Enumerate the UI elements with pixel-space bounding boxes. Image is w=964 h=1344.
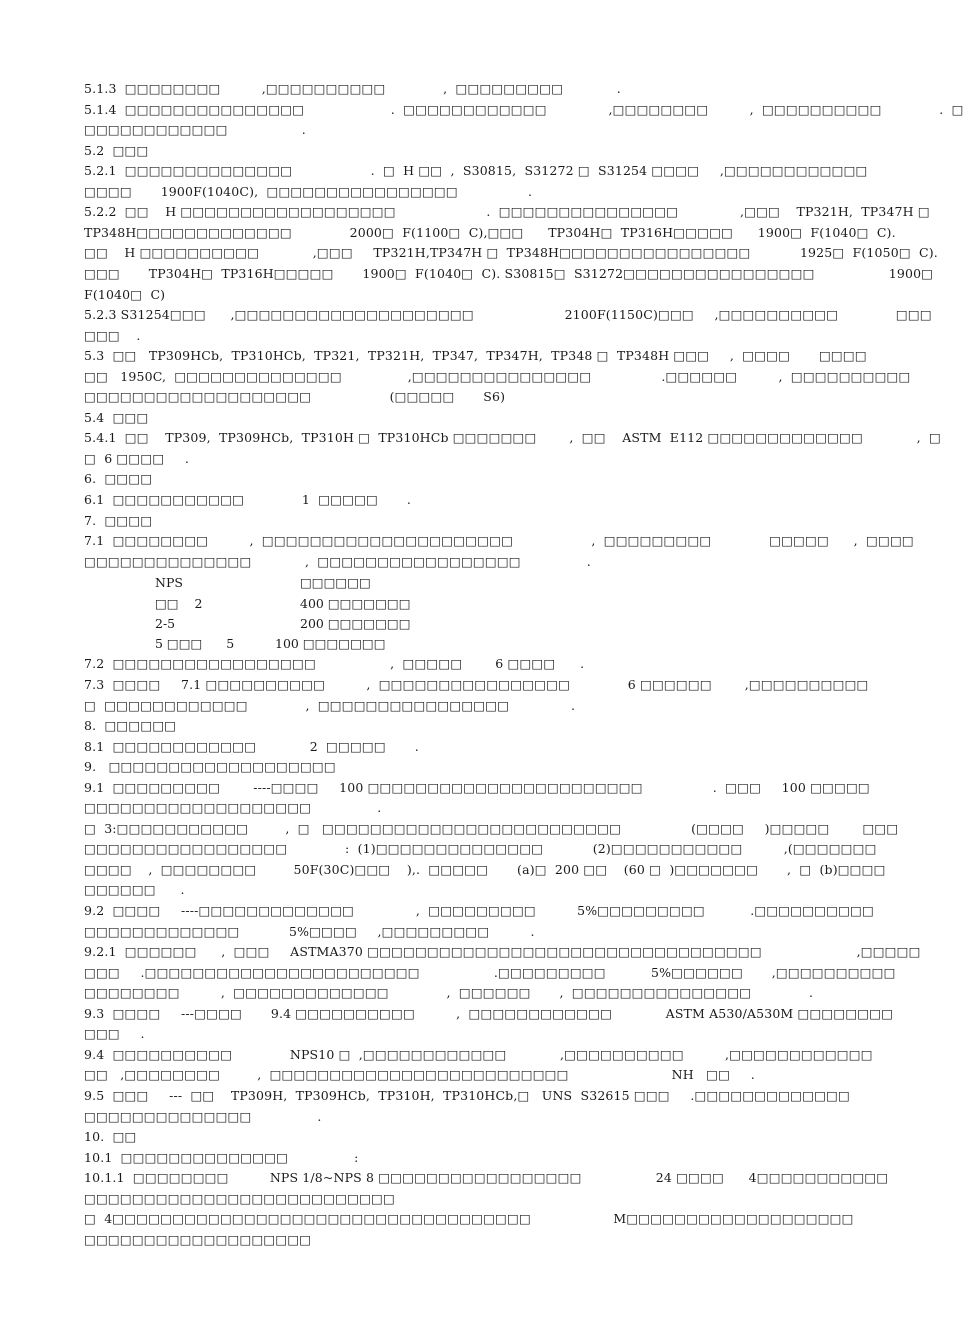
table-row-1-quantity: 400 □□□□□□□ — [300, 596, 411, 611]
text-line: 5.3 □□ TP309HCb, TP310HCb, TP321, TP321H, TP347, TP347H, TP348 □ TP348H □□□ , □□□□ □□□□ — [84, 348, 867, 363]
text-line: 8.1 □□□□□□□□□□□□ 2 □□□□□ . — [84, 739, 419, 754]
text-line: □□□□□□□□□□□□□□□□□□□ (□□□□□ S6) — [84, 389, 506, 404]
text-line: TP348H□□□□□□□□□□□□□ 2000□ F(1100□ C),□□□ TP304H□ TP316H□□□□□ 1900□ F(1040□ C). — [84, 225, 896, 240]
text-line: □ 6 □□□□ . — [84, 451, 190, 466]
text-line: 7.2 □□□□□□□□□□□□□□□□□ , □□□□□ 6 □□□□ . — [84, 656, 585, 671]
text-line: □□□□□□□□□□□□□ 5%□□□□ ,□□□□□□□□□ . — [84, 924, 535, 939]
text-line: □□□ . — [84, 1026, 145, 1041]
text-line: □□□□□□□□□□□□□□□□□□□ . — [84, 800, 382, 815]
text-line: 9. □□□□□□□□□□□□□□□□□□□ — [84, 759, 336, 774]
text-line: 9.2.1 □□□□□□ , □□□ ASTMA370 □□□□□□□□□□□□□□□□□□□□□□□□□□□□□□□□□ ,□□□□□ — [84, 944, 921, 959]
text-line: □□□□□□ . — [84, 882, 185, 897]
table-row-2-size: 2-5 — [155, 616, 176, 631]
text-line: □□□□□□□□□□□□□□ , □□□□□□□□□□□□□□□□□ . — [84, 554, 591, 569]
text-line: 6. □□□□ — [84, 471, 153, 486]
text-line: □□□□□□□□ , □□□□□□□□□□□□□ , □□□□□□ , □□□□□□□□□□□□□□□ . — [84, 985, 814, 1000]
text-line: □□□ TP304H□ TP316H□□□□□ 1900□ F(1040□ C). S30815□ S31272□□□□□□□□□□□□□□□□ 1900□ — [84, 266, 934, 281]
text-line: □□□□□□□□□□□□□□□□□ : (1)□□□□□□□□□□□□□□ (2)□□□□□□□□□□□ ,(□□□□□□□ — [84, 841, 877, 856]
table-header-quantity: □□□□□□ — [300, 575, 371, 590]
text-line: □□□□□□□□□□□□□□□□□□□□□□□□□□ — [84, 1191, 395, 1206]
text-line: 5.4.1 □□ TP309, TP309HCb, TP310H □ TP310HCb □□□□□□□ , □□ ASTM E112 □□□□□□□□□□□□□ , □ — [84, 430, 941, 445]
table-header-nps: NPS — [155, 575, 183, 590]
text-line: □□□ . — [84, 328, 141, 343]
text-line: 9.4 □□□□□□□□□□ NPS10 □ ,□□□□□□□□□□□□ ,□□□□□□□□□□ ,□□□□□□□□□□□□ — [84, 1047, 873, 1062]
text-line: □□□ .□□□□□□□□□□□□□□□□□□□□□□□ .□□□□□□□□□ 5%□□□□□□ ,□□□□□□□□□□ — [84, 965, 896, 980]
text-line: 5.2 □□□ — [84, 143, 149, 158]
text-line: □□ H □□□□□□□□□□ ,□□□ TP321H,TP347H □ TP348H□□□□□□□□□□□□□□□□ 1925□ F(1050□ C). — [84, 245, 938, 260]
text-line: 10.1.1 □□□□□□□□ NPS 1/8~NPS 8 □□□□□□□□□□□□□□□□□ 24 □□□□ 4□□□□□□□□□□□ — [84, 1170, 889, 1185]
text-line: F(1040□ C) — [84, 287, 166, 302]
text-line: 6.1 □□□□□□□□□□□ 1 □□□□□ . — [84, 492, 412, 507]
text-line: □□□□□□□□□□□□ . — [84, 122, 306, 137]
text-line: □□□□ 1900F(1040C), □□□□□□□□□□□□□□□□ . — [84, 184, 533, 199]
text-line: □□□□ , □□□□□□□□ 50F(30C)□□□ ),. □□□□□ (a)□ 200 □□ (60 □ )□□□□□□□ , □ (b)□□□□ — [84, 862, 886, 877]
text-line: 10. □□ — [84, 1129, 137, 1144]
text-line: □□□□□□□□□□□□□□ . — [84, 1109, 322, 1124]
text-line: □□ ,□□□□□□□□ , □□□□□□□□□□□□□□□□□□□□□□□□□ NH □□ . — [84, 1067, 755, 1082]
text-line: 10.1 □□□□□□□□□□□□□□ : — [84, 1150, 359, 1165]
text-line: 5.2.2 □□ H □□□□□□□□□□□□□□□□□□ . □□□□□□□□□□□□□□□ ,□□□ TP321H, TP347H □ — [84, 204, 930, 219]
table-row-3-quantity: 100 □□□□□□□ — [275, 636, 386, 651]
table-row-1-size: □□ 2 — [155, 596, 203, 611]
text-line: 9.1 □□□□□□□□□ ----□□□□ 100 □□□□□□□□□□□□□□□□□□□□□□□ . □□□ 100 □□□□□ — [84, 780, 870, 795]
text-line: 9.3 □□□□ ---□□□□ 9.4 □□□□□□□□□□ , □□□□□□□□□□□□ ASTM A530/A530M □□□□□□□□ — [84, 1006, 894, 1021]
text-line: 5.2.3 S31254□□□ ,□□□□□□□□□□□□□□□□□□□□ 2100F(1150C)□□□ ,□□□□□□□□□□ □□□ — [84, 307, 932, 322]
table-row-3-size: 5 □□□ 5 — [155, 636, 235, 651]
text-line: 7.1 □□□□□□□□ , □□□□□□□□□□□□□□□□□□□□□ , □□□□□□□□□ □□□□□ , □□□□ — [84, 533, 914, 548]
text-line: 8. □□□□□□ — [84, 718, 177, 733]
text-line: 5.1.4 □□□□□□□□□□□□□□□ . □□□□□□□□□□□□ ,□□□□□□□□ , □□□□□□□□□□ . □ — [84, 102, 964, 117]
text-line: 9.5 □□□ --- □□ TP309H, TP309HCb, TP310H, TP310HCb,□ UNS S32615 □□□ .□□□□□□□□□□□□□ — [84, 1088, 850, 1103]
text-line: □ 3:□□□□□□□□□□□ , □ □□□□□□□□□□□□□□□□□□□□□□□□□ (□□□□ )□□□□□ □□□ — [84, 821, 899, 836]
text-line: 5.2.1 □□□□□□□□□□□□□□ . □ H □□ , S30815, S31272 □ S31254 □□□□ ,□□□□□□□□□□□□ — [84, 163, 868, 178]
text-line: □ 4□□□□□□□□□□□□□□□□□□□□□□□□□□□□□□□□□□□ M□□□□□□□□□□□□□□□□□□□ — [84, 1211, 854, 1226]
text-line: 5.1.3 □□□□□□□□ ,□□□□□□□□□□ , □□□□□□□□□ . — [84, 81, 621, 96]
text-line: □□□□□□□□□□□□□□□□□□□ — [84, 1232, 312, 1247]
text-line: □□ 1950C, □□□□□□□□□□□□□□ ,□□□□□□□□□□□□□□□ .□□□□□□ , □□□□□□□□□□ — [84, 369, 911, 384]
text-line: □ □□□□□□□□□□□□ , □□□□□□□□□□□□□□□□ . — [84, 698, 576, 713]
text-line: 9.2 □□□□ ----□□□□□□□□□□□□□ , □□□□□□□□□ 5%□□□□□□□□□ .□□□□□□□□□□ — [84, 903, 874, 918]
text-line: 7.3 □□□□ 7.1 □□□□□□□□□□ , □□□□□□□□□□□□□□□□ 6 □□□□□□ ,□□□□□□□□□□ — [84, 677, 869, 692]
text-line: 7. □□□□ — [84, 513, 153, 528]
table-row-2-quantity: 200 □□□□□□□ — [300, 616, 411, 631]
text-line: 5.4 □□□ — [84, 410, 149, 425]
